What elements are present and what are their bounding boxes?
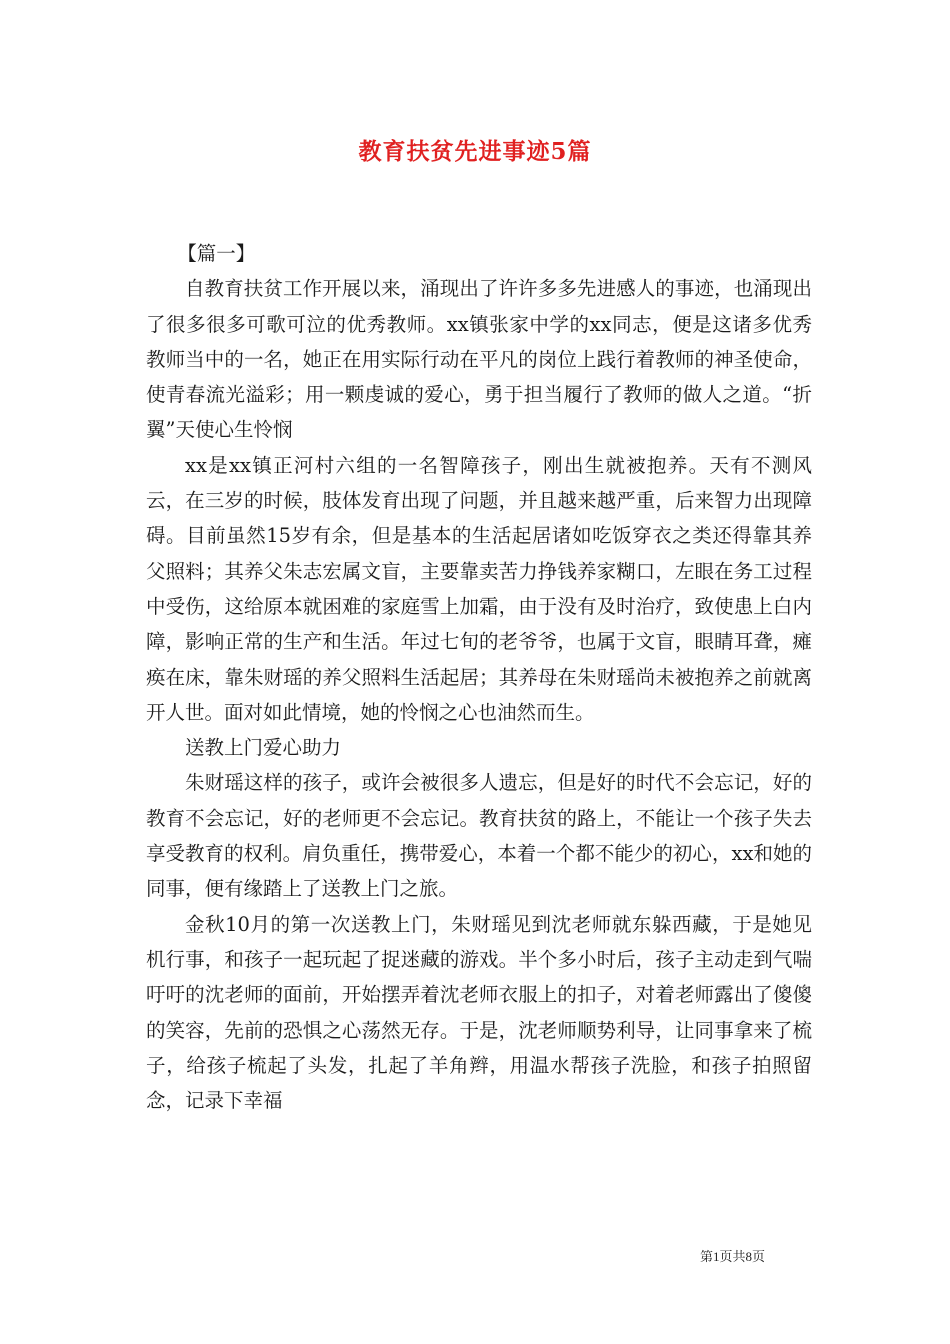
paragraph: xx是xx镇正河村六组的一名智障孩子，刚出生就被抱养。天有不测风云，在三岁的时候，肢体发育出现了问题，并且越来越严重，后来智力出现障碍。目前虽然15岁有余，但是基本的生活起居诸如吃饭穿衣之类还得靠其养父照料；其养父朱志宏属文盲，主要靠卖苦力挣钱养家糊口，左眼在务工过程中受伤，这给原本就困难的家庭雪上加霜，由于没有及时治疗，致使患上白内障，影响正常的生产和生活。年过七旬的老爷爷，也属于文盲，眼睛耳聋，瘫痪在床，靠朱财瑶的养父照料生活起居；其养母在朱财瑶尚未被抱养之前就离开人世。面对如此情境，她的怜悯之心也油然而生。 <box>146 453 812 724</box>
page-title: 教育扶贫先进事迹5篇 <box>358 138 592 165</box>
paragraph: 自教育扶贫工作开展以来，涌现出了许许多多先进感人的事迹，也涌现出了很多很多可歌可泣的优秀教师。xx镇张家中学的xx同志，便是这诸多优秀教师当中的一名，她正在用实际行动在平凡的岗位上践行着教师的神圣使命，使青春流光溢彩；用一颗虔诚的爱心，勇于担当履行了教师的做人之道。“折翼”天使心生怜悯 <box>146 277 812 442</box>
subheading: 送教上门爱心助力 <box>185 736 342 760</box>
paragraph: 金秋10月的第一次送教上门，朱财瑶见到沈老师就东躲西藏，于是她见机行事，和孩子一起玩起了捉迷藏的游戏。半个多小时后，孩子主动走到气喘吁吁的沈老师的面前，开始摆弄着沈老师衣服上的扣子，对着老师露出了傻傻的笑容，先前的恐惧之心荡然无存。于是，沈老师顺势利导，让同事拿来了梳子，给孩子梳起了头发，扎起了羊角辫，用温水帮孩子洗脸，和孩子拍照留念，记录下幸福 <box>146 912 812 1113</box>
section-label: 【篇一】 <box>177 242 256 265</box>
page-footer: 第1页共8页 <box>700 1249 766 1264</box>
paragraph: 朱财瑶这样的孩子，或许会被很多人遗忘，但是好的时代不会忘记，好的教育不会忘记，好的老师更不会忘记。教育扶贫的路上，不能让一个孩子失去享受教育的权利。肩负重任，携带爱心，本着一个都不能少的初心，xx和她的同事，便有缘踏上了送教上门之旅。 <box>146 771 812 901</box>
document-body <box>146 236 812 1118</box>
